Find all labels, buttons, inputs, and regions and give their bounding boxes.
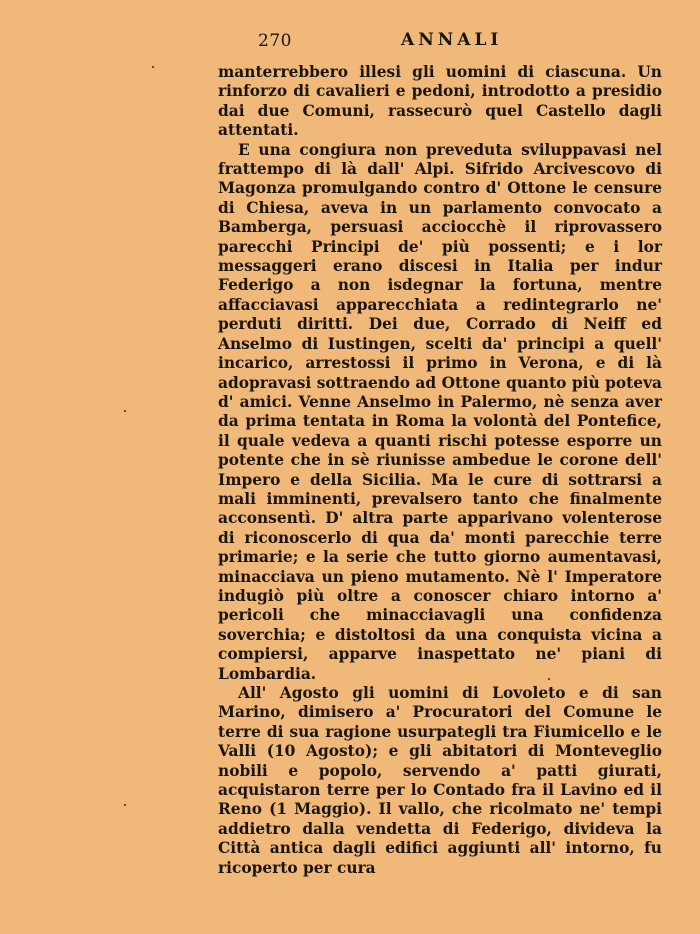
ink-speck xyxy=(124,804,126,806)
body-text xyxy=(218,63,662,878)
page-header xyxy=(252,30,522,52)
ink-speck xyxy=(548,678,550,680)
ink-speck xyxy=(124,410,126,412)
running-head: ANNALI xyxy=(401,30,503,50)
paragraph-1: manterrebbero illesi gli uomini di ciascuna. Un rinforzo di cavalieri e pedoni, introdotto a presidio dai due Comuni, rassecurò quel Castello dagli attentati. xyxy=(218,63,662,140)
paragraph-2: E una congiura non preveduta sviluppavasi nel frattempo di là dall' Alpi. Sifrido Arcivescovo di Magonza promulgando contro d' Ottone le censure di Chiesa, aveva in un parlamento convocato a Bamberga, persuasi acciocchè il riprovassero parecchi Principi de' più possenti; e i lor messaggeri erano discesi in Italia per indur Federigo a non isdegnar la fortuna, mentre affacciavasi apparecchiata a redintegrarlo ne' perduti diritti. Dei due, Corrado di Neiff ed Anselmo di Iustingen, scelti da' principi a quell' incarico, arrestossi il primo in Verona, e di là adopravasi sottraendo ad Ottone quanto più poteva d' amici. Venne Anselmo in Palermo, nè senza aver da prima tentata in Roma la volontà del Pontefice, il quale vedeva a quanti rischi potesse esporre un potente che in sè riunisse ambedue le corone dell' Impero e della Sicilia. Ma le cure di sottrarsi a mali imminenti, prevalsero tanto che finalmente acconsentì. D' altra parte apparivano volenterose di riconoscerlo di qua da' monti parecchie terre primarie; e la serie che tutto giorno aumentavasi, minacciava un pieno mutamento. Nè l' Imperatore indugiò più oltre a conoscer chiaro intorno a' pericoli che minacciavagli una confidenza soverchia; e distoltosi da una conquista vicina a compiersi, apparve inaspettato ne' piani di Lombardia. xyxy=(218,140,662,683)
ink-speck xyxy=(152,66,154,68)
paragraph-3: All' Agosto gli uomini di Lovoleto e di san Marino, dimisero a' Procuratori del Comune le terre di sua ragione usurpategli tra Fiumicello e le Valli (10 Agosto); e gli abitatori di Monteveglio nobili e popolo, servendo a' patti giurati, acquistaron terre per lo Contado fra il Lavino ed il Reno (1 Maggio). Il vallo, che ricolmato ne' tempi addietro dalla vendetta di Federigo, divideva la Città antica dagli edifici aggiunti all' intorno, fu ricoperto per cura xyxy=(218,684,662,877)
page-number: 270 xyxy=(258,31,292,51)
